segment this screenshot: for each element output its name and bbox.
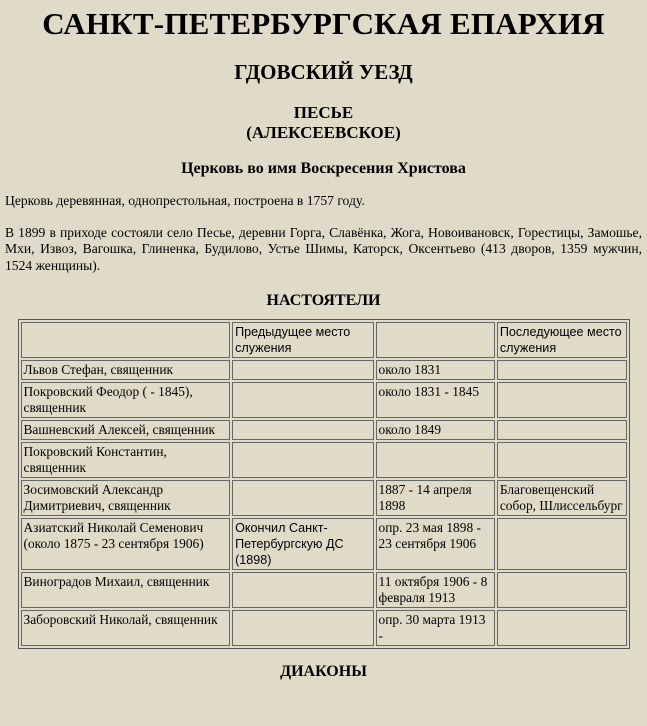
place-title bbox=[5, 103, 642, 143]
previous-service bbox=[232, 420, 373, 440]
next-service bbox=[497, 442, 627, 478]
previous-service: Окончил Санкт-Петербургскую ДС (1898) bbox=[232, 518, 373, 570]
rector-name: Покровский Константин, священник bbox=[21, 442, 231, 478]
next-service bbox=[497, 382, 627, 418]
previous-service bbox=[232, 360, 373, 380]
service-dates: около 1831 - 1845 bbox=[376, 382, 495, 418]
church-title: Церковь во имя Воскресения Христова bbox=[181, 160, 466, 177]
rector-name: Вашневский Алексей, священник bbox=[21, 420, 231, 440]
rector-name: Виноградов Михаил, священник bbox=[21, 572, 231, 608]
deacons-heading: ДИАКОНЫ bbox=[280, 663, 367, 680]
table-row bbox=[21, 382, 627, 418]
table-row bbox=[21, 480, 627, 516]
service-dates: опр. 23 мая 1898 - 23 сентября 1906 bbox=[376, 518, 495, 570]
rector-name: Покровский Феодор ( - 1845), священник bbox=[21, 382, 231, 418]
service-dates: 11 октября 1906 - 8 февраля 1913 bbox=[376, 572, 495, 608]
previous-service bbox=[232, 572, 373, 608]
next-service bbox=[497, 572, 627, 608]
service-dates: около 1831 bbox=[376, 360, 495, 380]
rector-name: Львов Стефан, священник bbox=[21, 360, 231, 380]
diocese-title: САНКТ-ПЕТЕРБУРГСКАЯ ЕПАРХИЯ bbox=[42, 6, 605, 41]
table-row bbox=[21, 360, 627, 380]
church-description: Церковь деревянная, однопрестольная, построена в 1757 году. bbox=[5, 193, 365, 208]
next-service bbox=[497, 518, 627, 570]
previous-service bbox=[232, 442, 373, 478]
table-row bbox=[21, 572, 627, 608]
rectors-heading: НАСТОЯТЕЛИ bbox=[266, 292, 381, 309]
place-alt-name: (АЛЕКСЕЕВСКОЕ) bbox=[246, 123, 401, 142]
rector-name: Зосимовский Александр Димитриевич, священник bbox=[21, 480, 231, 516]
service-dates bbox=[376, 442, 495, 478]
table-row bbox=[21, 442, 627, 478]
header-previous-service: Предыдущее место служения bbox=[232, 322, 373, 358]
previous-service bbox=[232, 480, 373, 516]
rector-name: Заборовский Николай, священник bbox=[21, 610, 231, 646]
table-header-row bbox=[21, 322, 627, 358]
next-service bbox=[497, 610, 627, 646]
page bbox=[0, 6, 647, 681]
place-name: ПЕСЬЕ bbox=[293, 103, 354, 122]
next-service bbox=[497, 420, 627, 440]
service-dates: опр. 30 марта 1913 - bbox=[376, 610, 495, 646]
district-title: ГДОВСКИЙ УЕЗД bbox=[234, 60, 413, 84]
header-name bbox=[21, 322, 231, 358]
header-dates bbox=[376, 322, 495, 358]
header-next-service: Последующее место служения bbox=[497, 322, 627, 358]
rector-name: Азиатский Николай Семенович (около 1875 - 23 сентября 1906) bbox=[21, 518, 231, 570]
table-row bbox=[21, 420, 627, 440]
service-dates: около 1849 bbox=[376, 420, 495, 440]
previous-service bbox=[232, 610, 373, 646]
table-row bbox=[21, 518, 627, 570]
parish-description: В 1899 в приходе состояли село Песье, деревни Горга, Славёнка, Жога, Новоивановск, Горестицы, Замошье, Мхи, Извоз, Вагошка, Глиненка, Будилово, Устье Шимы, Каторск, Оксентьево (413 дворов, 1359 мужчин, 1524 женщины). bbox=[5, 224, 642, 273]
service-dates: 1887 - 14 апреля 1898 bbox=[376, 480, 495, 516]
rectors-table bbox=[18, 319, 630, 649]
next-service bbox=[497, 360, 627, 380]
table-row bbox=[21, 610, 627, 646]
previous-service bbox=[232, 382, 373, 418]
next-service: Благовещенский собор, Шлиссельбург bbox=[497, 480, 627, 516]
